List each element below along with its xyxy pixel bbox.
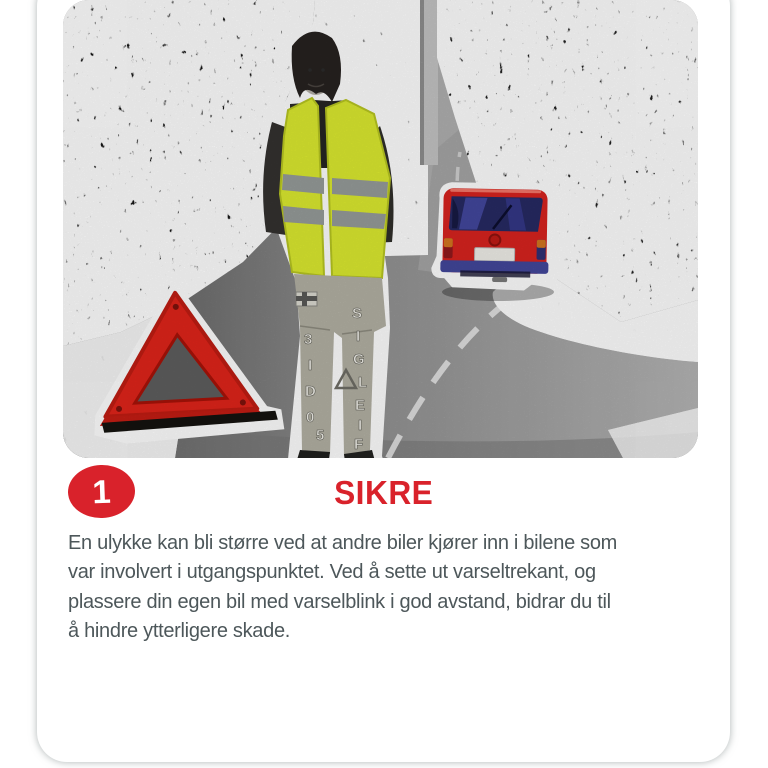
svg-text:0: 0 <box>306 409 315 426</box>
svg-text:I: I <box>358 417 363 434</box>
svg-text:D: D <box>305 383 316 400</box>
grain-overlay <box>63 0 698 458</box>
photo-winter-road-scene <box>63 0 698 458</box>
svg-text:L: L <box>358 374 368 391</box>
svg-text:I: I <box>308 357 313 374</box>
page-title: SIKRE <box>333 474 434 511</box>
body-line: var involvert i utgangspunktet. Ved å sette ut varseltrekant, og <box>68 561 596 584</box>
body-line: plassere din egen bil med varselblink i god avstand, bidrar du til <box>68 590 611 613</box>
svg-text:G: G <box>353 351 365 368</box>
info-card <box>37 0 730 762</box>
svg-text:5: 5 <box>316 427 325 444</box>
svg-text:3: 3 <box>304 331 313 348</box>
body-line: En ulykke kan bli større ved at andre biler kjører inn i bilene som <box>68 532 618 554</box>
svg-text:I: I <box>356 328 361 345</box>
body-line: å hindre ytterligere skade. <box>68 620 291 643</box>
body-text <box>68 529 718 647</box>
svg-text:S: S <box>352 305 363 322</box>
svg-text:E: E <box>355 397 366 414</box>
svg-text:F: F <box>354 436 364 453</box>
step-number: 1 <box>91 472 112 510</box>
